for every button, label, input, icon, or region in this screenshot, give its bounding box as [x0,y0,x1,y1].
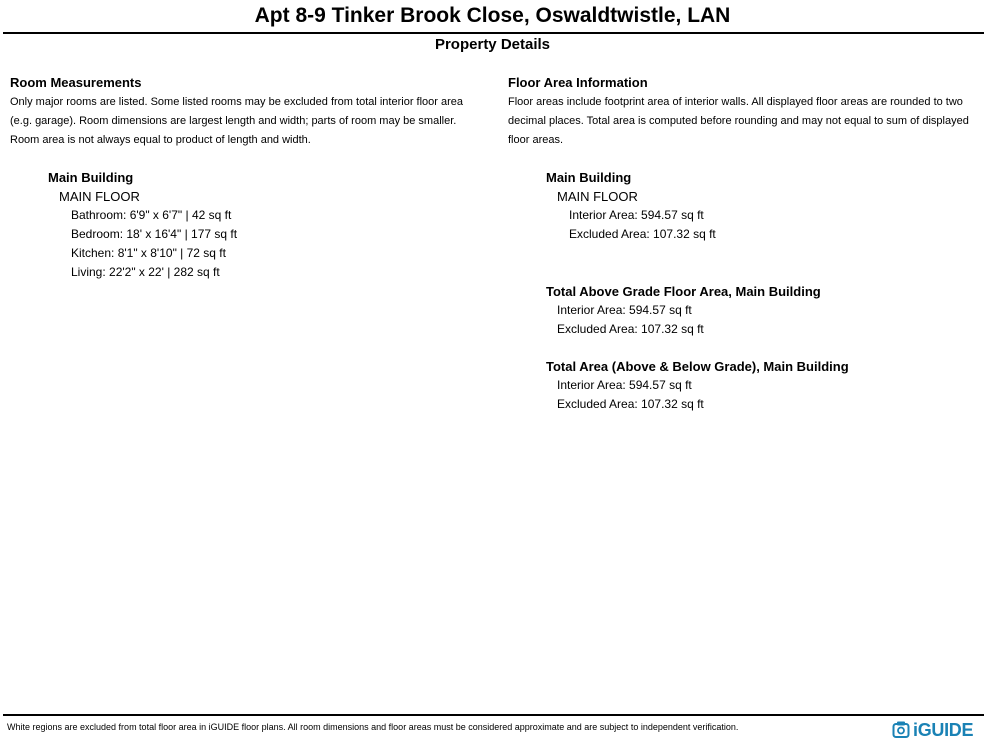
above-grade-interior: Interior Area: 594.57 sq ft [557,303,692,317]
iguide-logo-icon [892,721,910,739]
total-area-block [546,357,976,414]
footer-divider [3,714,984,716]
room-item: Bathroom: 6'9" x 6'7" | 42 sq ft [71,208,232,222]
above-grade-excluded: Excluded Area: 107.32 sq ft [557,322,704,336]
footer-disclaimer: White regions are excluded from total floor area in iGUIDE floor plans. All room dimensions and floor areas must be considered approximate and are subject to independent verification. [7,722,739,732]
above-grade-block [546,282,976,339]
floor-area-building-block [546,168,976,244]
total-area-interior: Interior Area: 594.57 sq ft [557,378,692,392]
room-measurements-heading: Room Measurements [10,75,142,90]
room-measurements-section [10,75,485,150]
floor-area-floor-label: MAIN FLOOR [557,189,638,204]
room-item: Kitchen: 8'1" x 8'10" | 72 sq ft [71,246,226,260]
total-area-excluded: Excluded Area: 107.32 sq ft [557,397,704,411]
room-floor-label: MAIN FLOOR [59,189,140,204]
floor-excluded-area: Excluded Area: 107.32 sq ft [569,227,716,241]
floor-interior-area: Interior Area: 594.57 sq ft [569,208,704,222]
room-item: Living: 22'2" x 22' | 282 sq ft [71,265,220,279]
room-item: Bedroom: 18' x 16'4" | 177 sq ft [71,227,238,241]
floor-area-building-title: Main Building [546,170,632,185]
floor-area-section [508,75,985,150]
floor-area-heading: Floor Area Information [508,75,648,90]
property-title: Apt 8-9 Tinker Brook Close, Oswaldtwistle, LAN [254,4,731,27]
section-subtitle: Property Details [434,36,551,53]
floor-area-description: Floor areas include footprint area of interior walls. All displayed floor areas are rounded to two decimal places. Total area is computed before rounding and may not equal to sum of displayed floor areas. [508,96,969,146]
room-measurements-description: Only major rooms are listed. Some listed rooms may be excluded from total interior floor area (e.g. garage). Room dimensions are largest length and width; parts of room may be smaller. Room area is not always equal to product of length and width. [10,96,464,146]
title-divider [3,32,984,34]
room-building-title: Main Building [48,170,134,185]
iguide-logo [892,719,973,741]
iguide-logo-text: iGUIDE [913,720,974,740]
room-list-block [48,168,468,282]
above-grade-title: Total Above Grade Floor Area, Main Building [546,284,821,299]
total-area-title: Total Area (Above & Below Grade), Main Building [546,359,849,374]
